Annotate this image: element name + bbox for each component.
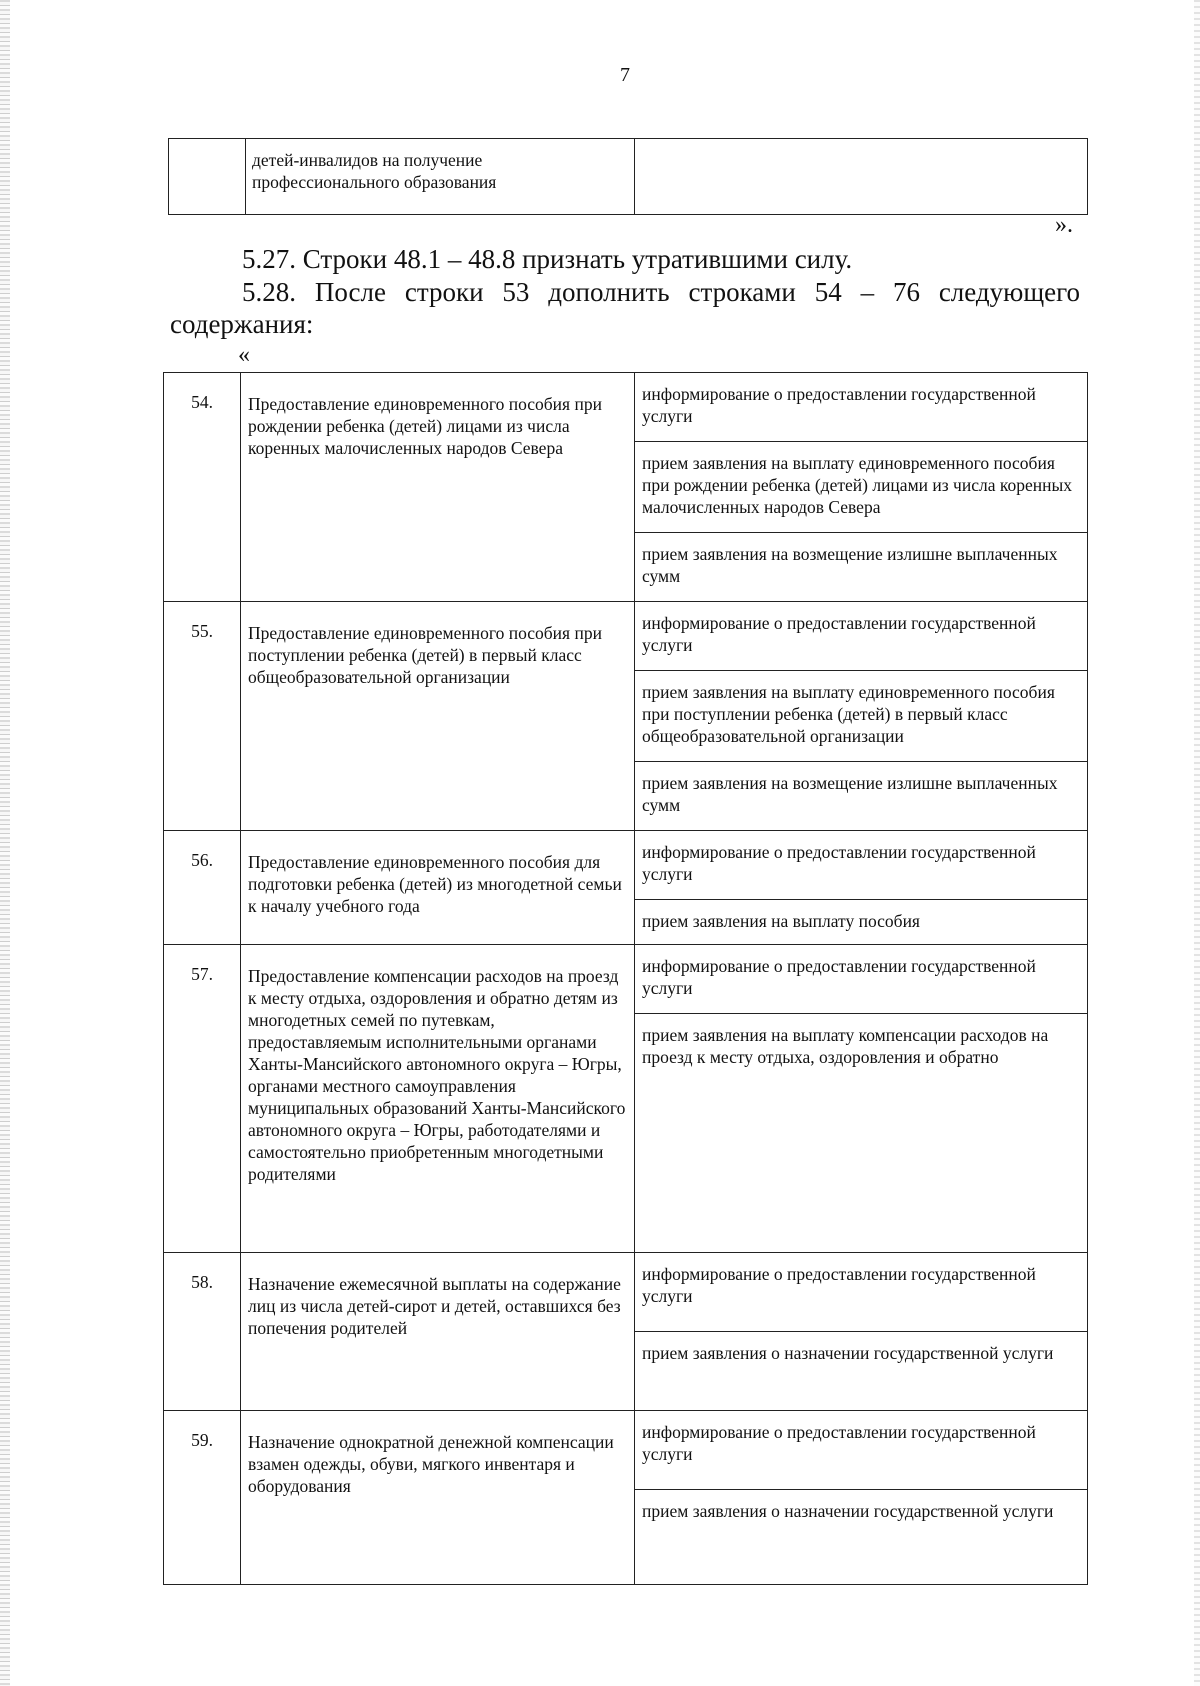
opening-quote: « — [238, 342, 250, 368]
service-name-cell: Предоставление единовременного пособия при рождении ребенка (детей) лицами из числа коренных малочисленных народов Севера — [241, 373, 635, 602]
table-row — [164, 945, 1088, 1014]
page-number: 7 — [620, 64, 630, 86]
subservice-cell: информирование о предоставлении государственной услуги — [635, 945, 1088, 1014]
table-row — [164, 831, 1088, 900]
row-number-cell: 59. — [164, 1411, 241, 1585]
row-number-cell: 57. — [164, 945, 241, 1253]
row-number-cell: 55. — [164, 602, 241, 831]
paragraph-5-28: 5.28. После строки 53 дополнить строками 54 – 76 следующего содержания: — [170, 277, 1080, 339]
service-name-cell: Предоставление компенсации расходов на проезд к месту отдыха, оздоровления и обратно детям из многодетных семей по путевкам, предоставляемым исполнительными органами Ханты-Мансийского автономного округа – Югры, органами местного самоуправления муниципальных образований Ханты-Мансийского автономного округа – Югры, работодателями и самостоятельно приобретенным многодетными родителями — [241, 945, 635, 1253]
subservice-cell: прием заявления на возмещение излишне выплаченных сумм — [635, 533, 1088, 602]
subservice-cell: прием заявления о назначении государственной услуги — [635, 1332, 1088, 1411]
paragraph-5-27: 5.27. Строки 48.1 – 48.8 признать утратившими силу. — [242, 244, 853, 274]
row-number-cell: 56. — [164, 831, 241, 945]
service-name-cell: детей-инвалидов на получение профессионального образования — [246, 139, 635, 215]
subservice-cell: информирование о предоставлении государственной услуги — [635, 1253, 1088, 1332]
service-name-cell: Назначение однократной денежной компенсации взамен одежды, обуви, мягкого инвентаря и оборудования — [241, 1411, 635, 1585]
subservice-cell: прием заявления на выплату единовременного пособия при поступлении ребенка (детей) в первый класс общеобразовательной организации — [635, 671, 1088, 762]
row-number-cell — [169, 139, 246, 215]
subservice-cell: прием заявления на выплату единовременного пособия при рождении ребенка (детей) лицами из числа коренных малочисленных народов Севера — [635, 442, 1088, 533]
service-name-cell: Предоставление единовременного пособия при поступлении ребенка (детей) в первый класс общеобразовательной организации — [241, 602, 635, 831]
table-row — [164, 1253, 1088, 1332]
closing-quote: ». — [1055, 212, 1073, 238]
subservice-cell: информирование о предоставлении государственной услуги — [635, 1411, 1088, 1490]
table-row — [164, 602, 1088, 671]
service-name-cell: Предоставление единовременного пособия для подготовки ребенка (детей) из многодетной семьи к началу учебного года — [241, 831, 635, 945]
subservice-cell: прием заявления на выплату компенсации расходов на проезд к месту отдыха, оздоровления и обратно — [635, 1014, 1088, 1253]
subservice-cell: прием заявления на выплату пособия — [635, 900, 1088, 945]
service-name-cell: Назначение ежемесячной выплаты на содержание лиц из числа детей-сирот и детей, оставшихся без попечения родителей — [241, 1253, 635, 1411]
table-row — [164, 1411, 1088, 1490]
services-table — [163, 372, 1088, 1585]
subservice-cell: прием заявления на возмещение излишне выплаченных сумм — [635, 762, 1088, 831]
subservice-cell: прием заявления о назначении государственной услуги — [635, 1490, 1088, 1585]
row-number-cell: 58. — [164, 1253, 241, 1411]
subservice-cell: информирование о предоставлении государственной услуги — [635, 602, 1088, 671]
row-number-cell: 54. — [164, 373, 241, 602]
continued-table — [168, 138, 1088, 215]
subservice-cell: информирование о предоставлении государственной услуги — [635, 831, 1088, 900]
table-row — [164, 373, 1088, 442]
scan-edge-right — [1194, 0, 1200, 1686]
subservice-cell: информирование о предоставлении государственной услуги — [635, 373, 1088, 442]
subservice-cell — [635, 139, 1088, 215]
scan-edge-left — [0, 0, 10, 1686]
table-row — [169, 139, 1088, 215]
